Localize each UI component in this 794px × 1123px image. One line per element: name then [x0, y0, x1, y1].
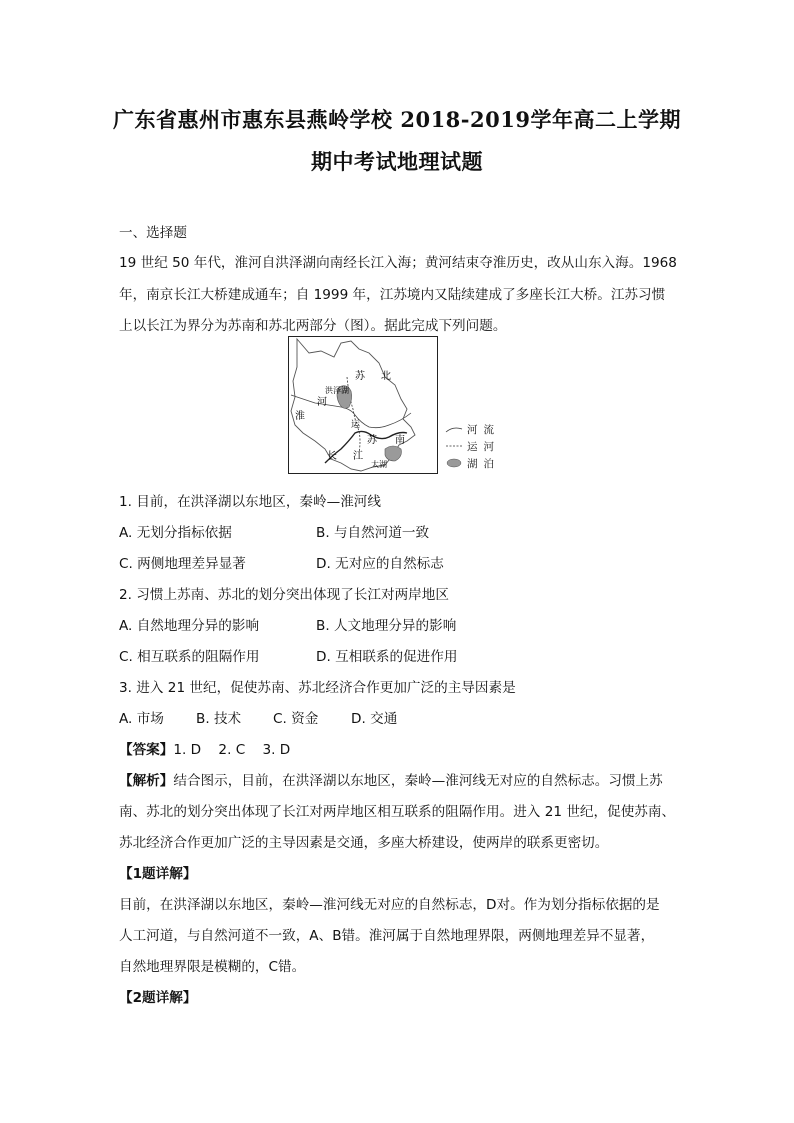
doc-title-line2: 期中考试地理试题	[311, 149, 483, 174]
document-page: 广东省惠州市惠东县燕岭学校 2018-2019学年高二上学期 期中考试地理试题 一、选择题 19 世纪 50 年代，淮河自洪泽湖向南经长江入海；黄河结束夺淮历史，改从山东入海。1968 年，南京长江大桥建成通车；自 1999 年，江苏境内又陆续建成了多座长江大桥。江苏习惯 上以长江为界分为苏南和苏北两部分（图）。据此完成下列问题。 苏 北 洪泽湖 淮 河 运 苏 南 长 江 太湖 河流 运河 湖泊 1. 目前，在洪泽湖以东地区，秦岭—淮河线 A. 无划分指标依据 B. 与自然河道一致 C. 两侧地理差异显著 D. 无对应的自然标志 2. 习惯上苏南、苏北的划分突出体现了长江对两岸地区 A. 自然地理分异的影响 B. 人文地理分异的影响 C. 相互联系的阻隔作用 D. 互相联系的促进作用 3. 进入 21 世纪，促使苏南、苏北经济合作更加广泛的主导因素是 A. 市场 B. 技术 C. 资金 D. 交通 【答案】1. D 2. C 3. D 【解析】结合图示，目前，在洪泽湖以东地区，秦岭—淮河线无对应的自然标志。习惯上苏 南、苏北的划分突出体现了长江对两岸地区相互联系的阻隔作用。进入 21 世纪，促使苏南、 苏北经济合作更加广泛的主导因素是交通，多座大桥建设，使两岸的联系更密切。 【1题详解】 目前，在洪泽湖以东地区，秦岭—淮河线无对应的自然标志，D对。作为划分指标依据的是 人工河道，与自然河道不一致，A、B错。淮河属于自然地理界限，两侧地理差异不显著， 自然地理界限是模糊的，C错。 【2题详解】	[0, 0, 794, 1123]
map-label-huai: 淮	[295, 411, 305, 422]
map-label-jiang: 江	[353, 451, 363, 462]
map-label-sunan-nan: 南	[395, 435, 405, 446]
taihu-lake	[385, 446, 401, 461]
detail-heading: 【2题详解】	[119, 990, 197, 1006]
option: C. 资金	[273, 711, 319, 727]
map-label-hongze: 洪泽湖	[325, 386, 349, 395]
detail-line: 人工河道，与自然河道不一致，A、B错。淮河属于自然地理界限，两侧地理差异不显著，	[119, 928, 655, 944]
passage-line: 上以长江为界分为苏南和苏北两部分（图）。据此完成下列问题。	[119, 318, 507, 334]
map-label-he: 河	[317, 397, 327, 408]
passage-line: 19 世纪 50 年代，淮河自洪泽湖向南经长江入海；黄河结束夺淮历史，改从山东入海。1968	[119, 255, 677, 271]
question-stem: 2. 习惯上苏南、苏北的划分突出体现了长江对两岸地区	[119, 587, 449, 603]
question-stem: 3. 进入 21 世纪，促使苏南、苏北经济合作更加广泛的主导因素是	[119, 680, 516, 696]
analysis-line: 【解析】结合图示，目前，在洪泽湖以东地区，秦岭—淮河线无对应的自然标志。习惯上苏	[119, 773, 663, 789]
option: D. 交通	[351, 711, 398, 727]
map-label-chang: 长	[327, 451, 337, 462]
option: A. 市场	[119, 711, 164, 727]
answer-line	[119, 738, 290, 758]
detail-line: 目前，在洪泽湖以东地区，秦岭—淮河线无对应的自然标志，D对。作为划分指标依据的是	[119, 897, 660, 913]
option: C. 两侧地理差异显著	[119, 556, 246, 572]
answer-label: 【答案】	[119, 742, 174, 758]
jiangsu-map	[288, 336, 438, 474]
passage-line: 年，南京长江大桥建成通车；自 1999 年，江苏境内又陆续建成了多座长江大桥。江苏习惯	[119, 287, 666, 303]
map-label-yun: 运	[351, 420, 361, 430]
analysis-label: 【解析】	[119, 773, 174, 789]
question-stem: 1. 目前，在洪泽湖以东地区，秦岭—淮河线	[119, 494, 381, 510]
canal-legend-icon	[445, 441, 463, 451]
option: B. 人文地理分异的影响	[316, 618, 457, 634]
river-legend-icon	[445, 424, 463, 434]
map-label-subei-su: 苏	[355, 371, 365, 382]
option: A. 自然地理分异的影响	[119, 618, 260, 634]
option: C. 相互联系的阻隔作用	[119, 649, 260, 665]
answer-text: 1. D 2. C 3. D	[173, 742, 291, 758]
map-graphic	[289, 337, 437, 473]
detail-line: 自然地理界限是模糊的，C错。	[119, 959, 306, 975]
map-label-taihu: 太湖	[371, 460, 387, 469]
section-heading: 一、选择题	[119, 225, 187, 241]
option: D. 互相联系的促进作用	[316, 649, 458, 665]
map-label-subei-bei: 北	[381, 371, 391, 382]
option: B. 技术	[196, 711, 242, 727]
detail-heading: 【1题详解】	[119, 866, 197, 882]
lake-legend-icon	[445, 458, 463, 468]
option: A. 无划分指标依据	[119, 525, 232, 541]
analysis-line: 苏北经济合作更加广泛的主导因素是交通，多座大桥建设，使两岸的联系更密切。	[119, 835, 609, 851]
option: B. 与自然河道一致	[316, 525, 430, 541]
doc-title-line1: 广东省惠州市惠东县燕岭学校 2018-2019学年高二上学期	[113, 107, 681, 132]
analysis-line: 南、苏北的划分突出体现了长江对两岸地区相互联系的阻隔作用。进入 21 世纪，促使苏南、	[119, 804, 676, 820]
map-label-sunan-su: 苏	[367, 435, 377, 446]
option: D. 无对应的自然标志	[316, 556, 444, 572]
